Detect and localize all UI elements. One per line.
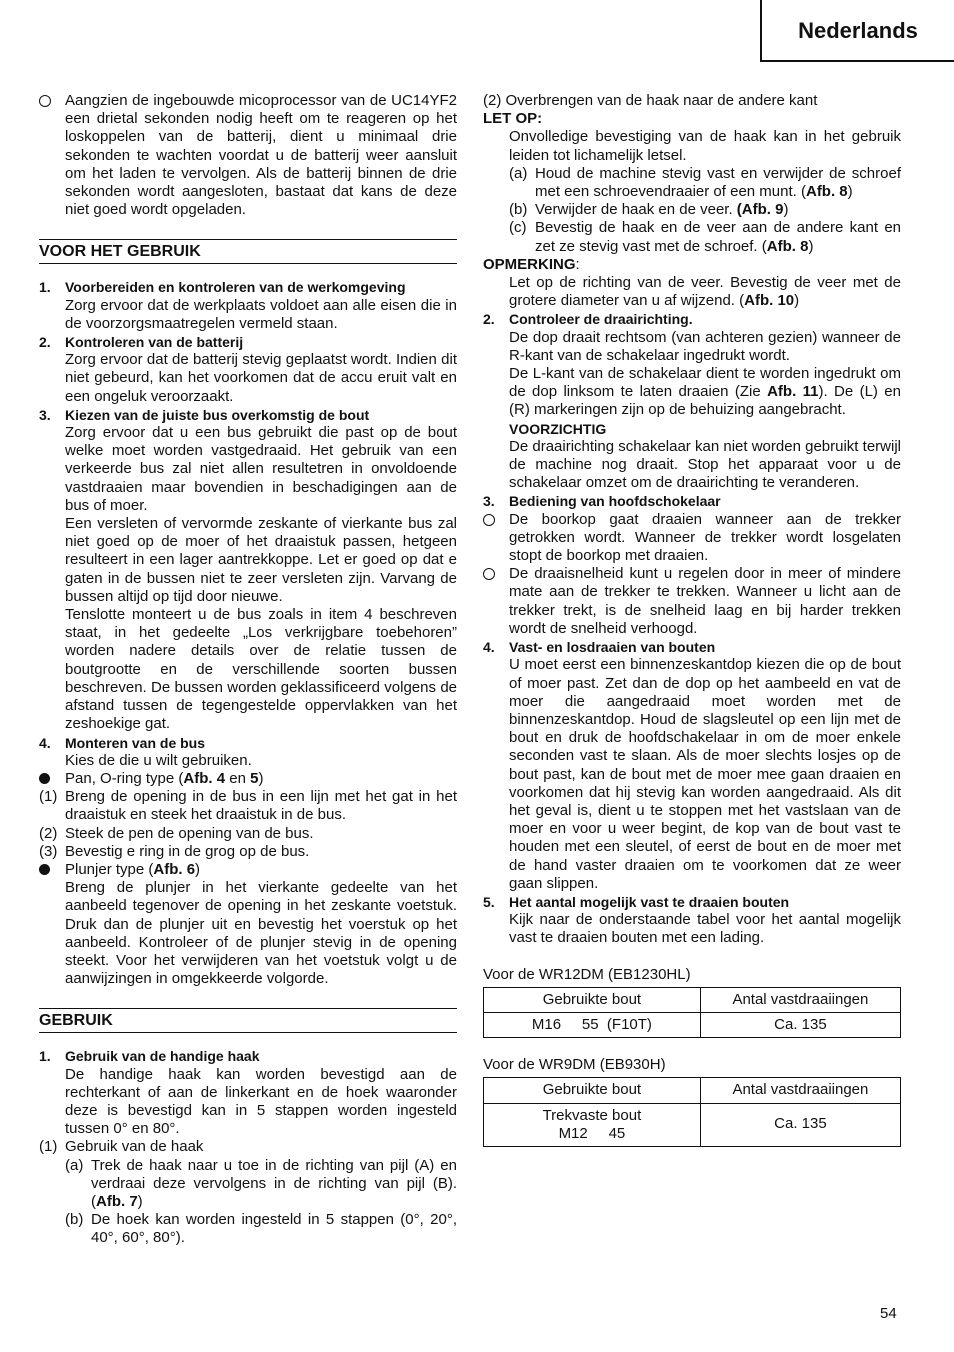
item-number: 2.: [39, 334, 51, 351]
substep-text: ): [808, 237, 814, 255]
step-text: Breng de opening in de bus in een lijn met het gat in het draaistuk en steek het draaistuk in de bus.: [65, 788, 457, 824]
list-item: [483, 492, 901, 510]
l-mark-icon: (L): [859, 383, 878, 401]
item-number: 2.: [483, 311, 495, 328]
list-item: [483, 893, 901, 948]
list-item: [39, 278, 457, 333]
item-body: De dop draait rechtsom (van achteren gezien) wanneer de R-kant van de schakelaar ingedrukt wordt.: [509, 328, 901, 364]
opmerking-label: OPMERKING: [483, 255, 576, 273]
table-cell: M16 55 (F10T): [484, 1012, 701, 1037]
item-number: 5.: [483, 893, 495, 910]
bullet-plunjer: [39, 861, 457, 988]
bullet-dot-icon: [39, 770, 50, 789]
substep-text: Houd de machine stevig vast en verwijder de schroef met een schroevendraaier of een munt. (: [535, 164, 901, 201]
figure-ref: 5: [250, 769, 259, 787]
r-mark-icon: (R): [509, 401, 530, 419]
table-cell-line: Trekvaste bout: [542, 1106, 642, 1124]
item-body: Zorg ervoor dat de batterij stevig geplaatst wordt. Indien dit niet gebeurd, kan het voorkomen dat de accu eruit valt en een ongeluk veroorzaakt.: [65, 351, 457, 405]
substep-item: [39, 1211, 457, 1247]
bolts-table-wr12dm: [483, 987, 901, 1038]
item-number: 1.: [39, 279, 51, 296]
item-body: Kies de die u wilt gebruiken.: [65, 751, 252, 769]
subsection-title: (2) Overbrengen van de haak naar de andere kant: [483, 92, 818, 109]
step-item: [39, 788, 457, 824]
figure-ref: Afb. 8: [766, 237, 809, 255]
substep-text: ): [783, 201, 789, 219]
substep-letter: (c): [509, 219, 527, 237]
item-number: 1.: [39, 1048, 51, 1065]
plunjer-body: Breng de plunjer in het vierkante gedeelte van het aanbeeld tegenover de opening in het zeskante voetstuk. Druk dan de plunjer uit en bevestig het voerstuk op het aanbeeld. Kontroleer of de plunjer stevig in de opening steekt. Voor het verwijderen van het voetstuk volgt u de aanwijzingen in omgekkeerde volgorde.: [65, 879, 457, 988]
list-item: [483, 638, 901, 893]
table-header: Antal vastdraaiingen: [700, 987, 900, 1012]
substep-text: De hoek kan worden ingesteld in 5 stappen (0°, 20°, 40°, 60°, 80°).: [91, 1211, 457, 1247]
substep-text: ): [847, 183, 853, 201]
bullet-dot-icon: [39, 861, 50, 880]
step-number: (1): [39, 1138, 58, 1156]
opmerking-text: ): [794, 292, 800, 310]
substep-item: [483, 165, 901, 201]
bullet-circle-icon: [39, 92, 51, 112]
figure-ref: Afb. 6: [153, 860, 196, 878]
figure-ref: Afb. 11: [767, 383, 819, 401]
table-header: Gebruikte bout: [484, 1078, 701, 1103]
bullet-circle-icon: [483, 565, 495, 585]
table-cell: Ca. 135: [700, 1103, 900, 1146]
pan-text: ): [258, 769, 264, 787]
item-heading: Controleer de draairichting.: [509, 311, 693, 328]
item-body: ). De: [818, 383, 860, 401]
left-column: [39, 92, 457, 1248]
item-body: en: [877, 383, 901, 401]
section-heading-gebruik: GEBRUIK: [39, 1008, 457, 1033]
list-item: [39, 734, 457, 770]
figure-ref: Afb. 8: [805, 183, 848, 201]
bullet-text: De draaisnelheid kunt u regelen door in meer of mindere mate aan de trekker te trekken. Wanneer u licht aan de trekker trekt, is de snelheid laag en bij harder trekken wordt de snelheid verhoogd.: [509, 565, 901, 637]
right-column: (2) Overbrengen van de haak naar de andere kant LET OP: Onvolledige bevestiging van de haak kan in het gebruik leiden tot lichamelijk letsel. (a) Houd de machine stevig vast en verwijder de schroef met een schroevendraaier of een munt. (Afb. 8) (b) Verwijder de haak en de veer. (Afb. 9) (c) Bevestig de haak en de veer aan de andere kant en zet ze stevig vast met de schroef. (Afb. 8) OPMERKING: Let op de richting van de veer. Bevestig de veer met de grotere diameter van u af wijzend. (Afb. 10) 2. Controleer de draairichting. De dop draait rechtsom (van achteren gezien) wanneer de R-kant van de schakelaar ingedrukt wordt. De L-kant van de schakelaar dient te worden ingedrukt om de dop linksom te laten draaien (Zie Afb. 11). De (L) en (R) markeringen zijn op de behuizing aangebracht. VOORZICHTIG De draairichting schakelaar kan niet worden gebruikt terwijl de machine nog draait. Stop het apparaat voor u de schakelaar omzet om de draairichting te veranderen. 3. Bediening van hoofdschokelaar De boorkop gaat draaien wanneer aan de trekker getrokken wordt. Wanneer de trekker wordt losgelaten stopt de boorkop met draaien. De draaisnelheid kunt u regelen door in meer of mindere mate aan de trekker te trekken. Wanneer u licht aan de trekker trekt, is de snelheid laag en bij harder trekken wordt de snelheid verhoogd. 4. Vast- en losdraaien van bouten U moet eerst een binnenzeskantdop kiezen die op de bout of moer past. Zet dan de dop op het aambeeld en vat de moer die aangedraaid moet worden met de binnenzeskantdop. Houd de slagsleutel op een lijn met de bout en druk de hoofdschakelaar in om de moer enkele seconden vast te slaan. Als de moer slechts losjes op de bout past, kan de bout met de moer mee gaan draaien en voorkomen dat hij stevig kan worden aangedraaid. Als dit het geval is, dient u te stoppen met het vastslaan van de moer en voor u weer begint, de kop van de bout vast te houden met een sleutel, of eerst de bout en de moer met de hand vaster draaien om te voorkomen dat ze weer gaan slippen. 5. Het aantal mogelijk vast te draaien bouten Kijk naar de onderstaande tabel voor het aantal mogelijk vast te draaien bouten met een lading. Voor de WR12DM (EB1230HL) Gebruikte bout Antal vastdraaiingen M16 55 (F10T) Ca. 135 Voor de WR9DM (EB930H) Gebruikte bout Antal vastdraaiingen Trekvaste bout M12 45 Ca. 135: [483, 92, 901, 1147]
step-item: [39, 843, 457, 861]
step-number: (1): [39, 788, 58, 806]
list-item: [39, 1047, 457, 1138]
table-cell: [484, 1103, 701, 1146]
r-mark-label: R: [514, 401, 525, 419]
table-row: [484, 1012, 901, 1037]
substep-text: Verwijder de haak en de veer.: [535, 201, 737, 219]
item-number: 3.: [483, 493, 495, 510]
substep-item: [483, 201, 901, 219]
l-mark-label: L: [864, 383, 873, 401]
item-heading: Bediening van hoofdschokelaar: [509, 493, 721, 510]
table-header: Gebruikte bout: [484, 987, 701, 1012]
substep-letter: (b): [509, 201, 528, 219]
item-body: Kijk naar de onderstaande tabel voor het aantal mogelijk vast te draaien bouten met een lading.: [509, 911, 901, 947]
table-row: [484, 987, 901, 1012]
table-caption: Voor de WR9DM (EB930H): [483, 1056, 666, 1074]
opmerking-text: Let op de richting van de veer. Bevestig de veer met de grotere diameter van u af wijzend. (: [509, 274, 901, 310]
substep-text: Trek de haak naar u toe in de richting van pijl (A) en verdraai deze vervolgens in de richting van pijl (B). (: [91, 1156, 457, 1210]
intro-text: Aangzien de ingebouwde micoprocessor van de UC14YF2 een drietal sekonden nodig heeft om te reageren op het loskoppelen van de batterij, dient u minimaal drie sekonden te wachten voordat u de batterij weer aansluit om het laden te vervolgen. Als de batterij binnen de drie sekonden wordt aangesloten, bastaat dat kans de deze niet goed wordt opgeladen.: [65, 92, 457, 219]
step-item: [39, 1138, 457, 1156]
item-body: De handige haak kan worden bevestigd aan de rechterkant of aan de linkerkant en de hoek waaronder deze is bevestigd kan in 5 stappen worden ingesteld tussen 0° en 80°.: [65, 1065, 457, 1138]
item-body: Zorg ervoor dat de werkplaats voldoet aan alle eisen die in de voorzorgsmaatregelen vermeld staan.: [65, 296, 457, 332]
intro-paragraph: [39, 92, 457, 219]
item-heading: Gebruik van de handige haak: [65, 1048, 260, 1065]
page-number: 54: [880, 1305, 897, 1322]
language-header: Nederlands: [760, 0, 954, 62]
plunjer-text: Plunjer type (: [65, 860, 154, 878]
step-text: Bevestig e ring in de grog op de bus.: [65, 842, 310, 860]
letop-body: Onvolledige bevestiging van de haak kan in het gebruik leiden tot lichamelijk letsel.: [509, 128, 901, 164]
item-number: 4.: [483, 639, 495, 656]
figure-ref: Afb. 4: [183, 769, 226, 787]
bullet-circle-icon: [483, 511, 495, 531]
step-number: (3): [39, 842, 58, 860]
figure-ref: Afb. 7: [96, 1192, 138, 1210]
table-row: [484, 1078, 901, 1103]
plunjer-text: ): [195, 860, 201, 878]
bullet-text: De boorkop gaat draaien wanneer aan de trekker getrokken wordt. Wanneer de trekker wordt losgelaten stopt de boorkop met draaien.: [509, 510, 901, 565]
list-item: [39, 333, 457, 406]
table-row: [484, 1103, 901, 1146]
item-number: 3.: [39, 406, 51, 423]
item-body: Een versleten of vervormde zeskante of vierkante bus zal niet goed op de moer of het draaistuk passen, hetgeen resulteert in een lager aantrekkoppe. Let er goed op dat e gaten in de bussen niet te zeer versleten zijn. Varvang de bussen altijd op tijd door nieuwe.: [65, 515, 457, 605]
bullet-item: [483, 565, 901, 638]
item-body: U moet eerst een binnenzeskantdop kiezen die op de bout of moer past. Zet dan de dop op het aambeeld en vat de moer die aangedraaid moet worden met de binnenzeskantdop. Houd de slagsleutel op een lijn met de bout en druk de hoofdschakelaar in om de moer enkele seconden vast te slaan. Als de moer slechts losjes op de bout past, kan de bout met de moer mee gaan draaien en voorkomen dat hij stevig kan worden aangedraaid. Als dit het geval is, dient u te stoppen met het vastslaan van de moer en voor u weer begint, de kop van de bout vast te houden met een sleutel, of eerst de bout en de moer met de hand vaster draaien om te voorkomen dat ze weer gaan slippen.: [509, 656, 901, 892]
step-number: (2): [39, 824, 58, 842]
list-item: [39, 406, 457, 734]
item-body: markeringen zijn op de behuizing aangebracht.: [529, 401, 846, 419]
section-heading-voor-het-gebruik: VOOR HET GEBRUIK: [39, 239, 457, 264]
step-text: Steek de pen de opening van de bus.: [65, 824, 314, 842]
substep-letter: (b): [65, 1211, 84, 1229]
step-text: Gebruik van de haak: [65, 1138, 204, 1156]
figure-ref: Afb. 10: [744, 292, 795, 310]
table-cell-line: M12 45: [558, 1124, 626, 1142]
bolts-table-wr9dm: [483, 1077, 901, 1146]
item-body: Tenslotte monteert u de bus zoals in item 4 beschreven staat, in het gedeelte „Los verkrijgbare toebehoren” worden nadere details over de relatie tussen de boutgrootte en de verschillende soorten bussen beschreven. De bussen worden geklassificeerd volgens de afstand tussen de tegengestelde oppervlakken van het zeshoekige gat.: [65, 606, 457, 733]
letop-label: LET OP: [483, 110, 538, 128]
item-heading: Kontroleren van de batterij: [65, 334, 244, 351]
voorzichtig-body: De draairichting schakelaar kan niet worden gebruikt terwijl de machine nog draait. Stop het apparaat voor u de schakelaar omzet om de draairichting te veranderen.: [509, 437, 901, 492]
voorzichtig-label: VOORZICHTIG: [509, 420, 607, 437]
list-item: [483, 310, 901, 492]
table-header: Antal vastdraaiingen: [700, 1078, 900, 1103]
substep-letter: (a): [509, 164, 528, 182]
substep-text: ): [137, 1192, 143, 1210]
step-item: [39, 825, 457, 843]
bullet-pan-oring: [39, 770, 457, 788]
item-heading: Het aantal mogelijk vast te draaien bouten: [509, 893, 790, 910]
item-heading: Vast- en losdraaien van bouten: [509, 639, 716, 656]
item-heading: Monteren van de bus: [65, 734, 206, 751]
table-caption: Voor de WR12DM (EB1230HL): [483, 965, 691, 983]
item-heading: Voorbereiden en kontroleren van de werkomgeving: [65, 279, 406, 296]
pan-text: Pan, O-ring type (: [65, 769, 184, 787]
substep-item: [483, 219, 901, 255]
substep-letter: (a): [65, 1156, 84, 1174]
item-number: 4.: [39, 734, 51, 751]
figure-ref: (Afb. 9: [736, 201, 784, 219]
substep-item: [39, 1157, 457, 1212]
item-body: Zorg ervoor dat u een bus gebruikt die past op de bout welke moet worden vastgedraaid. Het gebruik van een verkeerde bus zal niet allen resultetren in onvoldoende vastdraaien maar bovendien in beschadigingen aan de bus of moer.: [65, 424, 457, 514]
item-body: De L-kant van de schakelaar dient te worden ingedrukt om de dop linksom te laten draaien (Zie: [509, 365, 901, 401]
bullet-item: [483, 511, 901, 566]
substep-text: Bevestig de haak en de veer aan de andere kant en zet ze stevig vast met de schroef. (: [535, 219, 901, 255]
pan-text: en: [225, 769, 251, 787]
table-cell: Ca. 135: [700, 1012, 900, 1037]
item-heading: Kiezen van de juiste bus overkomstig de bout: [65, 406, 370, 423]
